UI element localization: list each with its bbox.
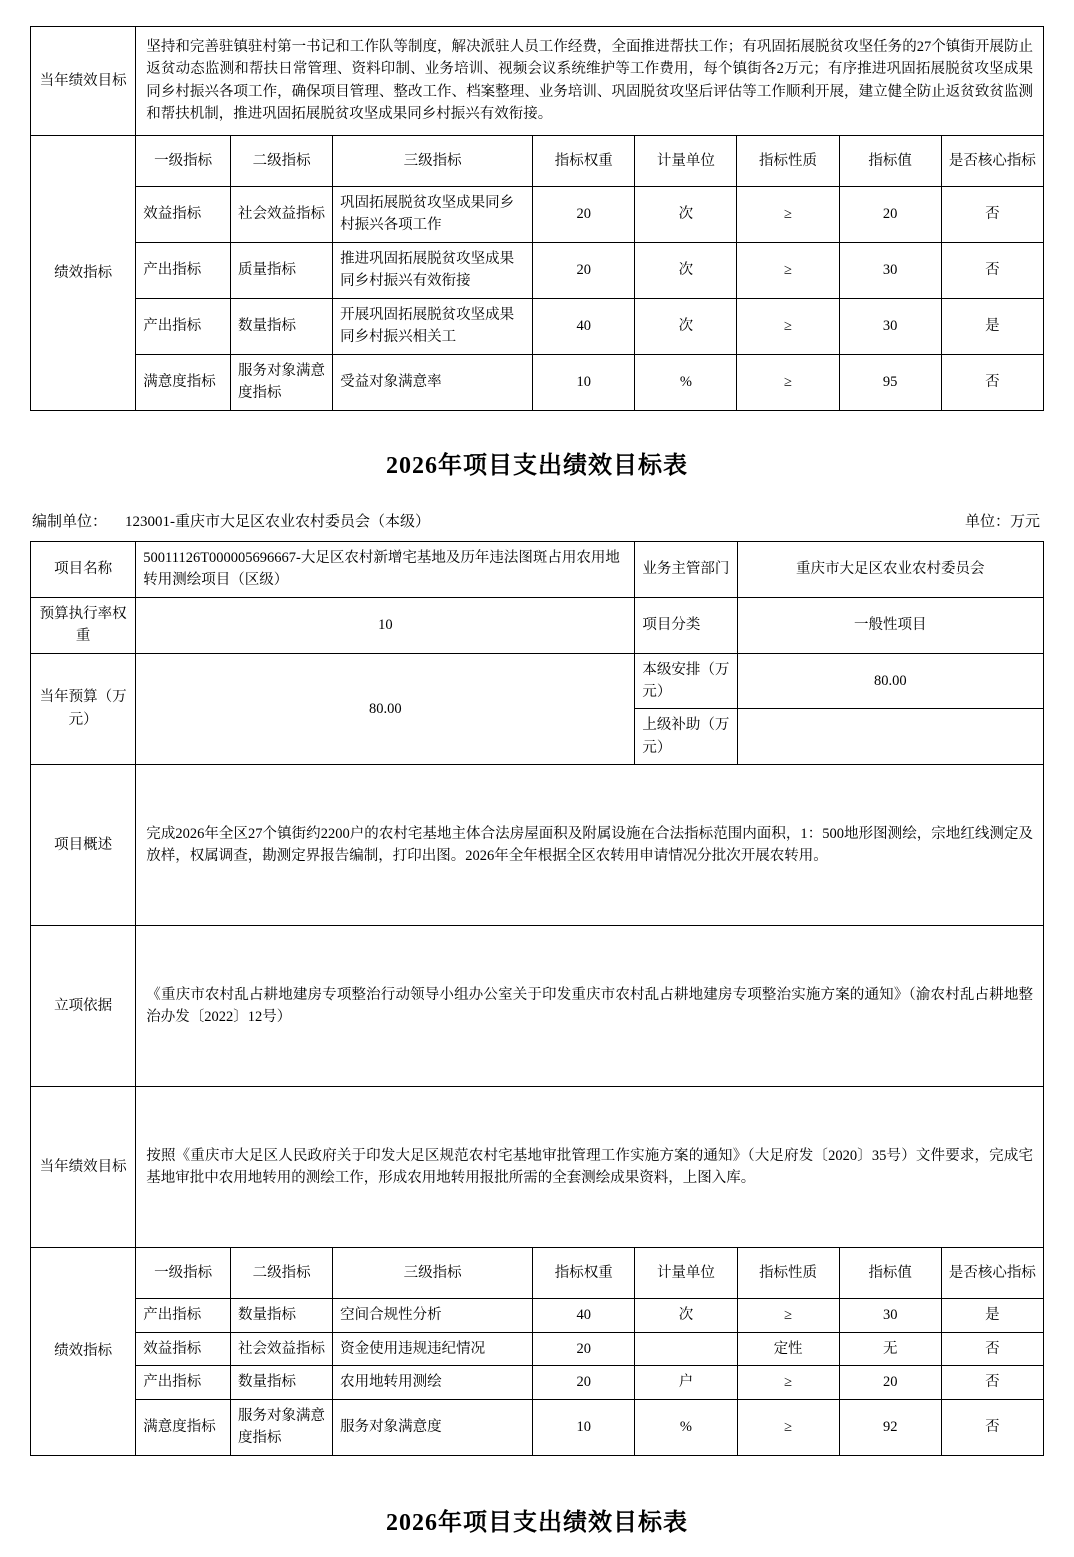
indicator-unit: 次 [635, 242, 737, 298]
indicator-nature: ≥ [737, 242, 839, 298]
indicator-value: 30 [839, 298, 941, 354]
exec-rate-value: 10 [136, 597, 635, 653]
indicator-unit: 次 [635, 186, 737, 242]
indicator-level1: 产出指标 [136, 1299, 231, 1332]
indicator-level3: 开展巩固拓展脱贫攻坚成果同乡村振兴相关工 [333, 298, 533, 354]
indicator-weight: 40 [533, 1299, 635, 1332]
indicator-level1: 效益指标 [136, 186, 231, 242]
budget-label: 当年预算（万元） [31, 653, 136, 765]
indicator-unit: 次 [635, 298, 737, 354]
exec-rate-label: 预算执行率权重 [31, 597, 136, 653]
page-title-third: 2026年项目支出绩效目标表 [386, 1509, 688, 1536]
table-row-budget [31, 653, 1044, 709]
indicator-core: 否 [941, 1332, 1043, 1365]
table-row [31, 242, 1044, 298]
indicator-level3: 受益对象满意率 [333, 354, 533, 410]
indicator-level2: 质量指标 [231, 242, 333, 298]
indicator-level1: 产出指标 [136, 1366, 231, 1399]
performance-table-second [30, 541, 1044, 1456]
indicator-level2: 服务对象满意度指标 [231, 354, 333, 410]
indicator-value: 30 [839, 242, 941, 298]
indicator-core: 否 [941, 354, 1043, 410]
indicator-level2: 数量指标 [231, 1366, 333, 1399]
indicator-value: 30 [839, 1299, 941, 1332]
annual-goal-label: 当年绩效目标 [31, 27, 136, 136]
table-row-basis [31, 926, 1044, 1087]
indicator-weight: 10 [533, 1399, 635, 1455]
annual-goal-text: 按照《重庆市大足区人民政府关于印发大足区规范农村宅基地审批管理工作实施方案的通知》（大足府发〔2020〕35号）文件要求，完成宅基地审批中农用地转用的测绘工作，形成农用地转用报批所需的全套测绘成果资料，上图入库。 [136, 1087, 1044, 1248]
indicator-level1: 产出指标 [136, 242, 231, 298]
category-label: 项目分类 [635, 597, 737, 653]
indicator-level3: 巩固拓展脱贫攻坚成果同乡村振兴各项工作 [333, 186, 533, 242]
indicator-value: 95 [839, 354, 941, 410]
indicator-weight: 20 [533, 1366, 635, 1399]
indicator-value: 92 [839, 1399, 941, 1455]
meta-row-second [32, 510, 1044, 531]
indicator-weight: 10 [533, 354, 635, 410]
authority-value: 重庆市大足区农业农村委员会 [737, 541, 1044, 597]
indicator-value: 20 [839, 1366, 941, 1399]
col-header-level3: 三级指标 [333, 1248, 533, 1299]
indicator-unit: 次 [635, 1299, 737, 1332]
indicator-nature: ≥ [737, 1399, 839, 1455]
col-header-level1: 一级指标 [136, 135, 231, 186]
table-row [31, 1399, 1044, 1455]
annual-goal-label: 当年绩效目标 [31, 1087, 136, 1248]
annual-goal-text: 坚持和完善驻镇驻村第一书记和工作队等制度，解决派驻人员工作经费，全面推进帮扶工作；有巩固拓展脱贫攻坚任务的27个镇街开展防止返贫动态监测和帮扶日常管理、资料印制、业务培训、视频会议系统维护等工作费用，每个镇街各2万元；有序推进巩固拓展脱贫攻坚成果同乡村振兴各项工作，确保项目管理、整改工作、档案整理、业务培训、巩固脱贫攻坚后评估等工作顺利开展，建立健全防止返贫致贫监测和帮扶机制，推进巩固拓展脱贫攻坚成果同乡村振兴有效衔接。 [136, 27, 1044, 136]
table-row-annual-goal [31, 1087, 1044, 1248]
indicator-level1: 效益指标 [136, 1332, 231, 1365]
col-header-level2: 二级指标 [231, 135, 333, 186]
table-row [31, 1299, 1044, 1332]
indicator-level2: 数量指标 [231, 298, 333, 354]
col-header-weight: 指标权重 [533, 135, 635, 186]
table-row [31, 354, 1044, 410]
indicator-unit: % [635, 354, 737, 410]
budget-value: 80.00 [136, 653, 635, 765]
indicator-level3: 服务对象满意度 [333, 1399, 533, 1455]
project-name-value: 50011126T000005696667-大足区农村新增宅基地及历年违法图斑占用农用地转用测绘项目（区级） [136, 541, 635, 597]
col-header-core: 是否核心指标 [941, 135, 1043, 186]
compiling-unit [32, 510, 430, 531]
col-header-unit: 计量单位 [635, 135, 737, 186]
col-header-level2: 二级指标 [231, 1248, 333, 1299]
performance-indicator-label: 绩效指标 [31, 135, 136, 410]
indicator-core: 否 [941, 186, 1043, 242]
upper-subsidy-label: 上级补助（万元） [635, 709, 737, 765]
indicator-level2: 数量指标 [231, 1299, 333, 1332]
indicator-weight: 20 [533, 186, 635, 242]
compiling-unit-label: 编制单位： [32, 513, 108, 530]
indicator-unit [635, 1332, 737, 1365]
indicator-header-row [31, 135, 1044, 186]
col-header-value: 指标值 [839, 1248, 941, 1299]
indicator-value: 20 [839, 186, 941, 242]
col-header-level1: 一级指标 [136, 1248, 231, 1299]
table-row-overview [31, 765, 1044, 926]
table-row [31, 1366, 1044, 1399]
col-header-nature: 指标性质 [737, 1248, 839, 1299]
indicator-level2: 服务对象满意度指标 [231, 1399, 333, 1455]
table-row-goal [31, 27, 1044, 136]
indicator-core: 否 [941, 242, 1043, 298]
indicator-nature: 定性 [737, 1332, 839, 1365]
category-value: 一般性项目 [737, 597, 1044, 653]
indicator-level1: 产出指标 [136, 298, 231, 354]
col-header-weight: 指标权重 [533, 1248, 635, 1299]
indicator-nature: ≥ [737, 298, 839, 354]
amount-unit-label: 单位：万元 [964, 513, 1040, 530]
indicator-unit: % [635, 1399, 737, 1455]
indicator-level3: 空间合规性分析 [333, 1299, 533, 1332]
indicator-core: 是 [941, 298, 1043, 354]
indicator-level2: 社会效益指标 [231, 186, 333, 242]
performance-indicator-label: 绩效指标 [31, 1248, 136, 1455]
indicator-core: 否 [941, 1366, 1043, 1399]
local-arrangement-value: 80.00 [737, 653, 1044, 709]
col-header-core: 是否核心指标 [941, 1248, 1043, 1299]
indicator-level1: 满意度指标 [136, 354, 231, 410]
compiling-unit-value: 123001-重庆市大足区农业农村委员会（本级） [125, 513, 431, 530]
overview-label: 项目概述 [31, 765, 136, 926]
indicator-weight: 20 [533, 242, 635, 298]
col-header-level3: 三级指标 [333, 135, 533, 186]
table-row-exec-rate [31, 597, 1044, 653]
indicator-header-row [31, 1248, 1044, 1299]
table-row [31, 298, 1044, 354]
indicator-nature: ≥ [737, 1299, 839, 1332]
indicator-core: 否 [941, 1399, 1043, 1455]
col-header-value: 指标值 [839, 135, 941, 186]
indicator-level3: 推进巩固拓展脱贫攻坚成果同乡村振兴有效衔接 [333, 242, 533, 298]
col-header-nature: 指标性质 [737, 135, 839, 186]
table-row [31, 1332, 1044, 1365]
local-arrangement-label: 本级安排（万元） [635, 653, 737, 709]
col-header-unit: 计量单位 [635, 1248, 737, 1299]
table-row-project-name [31, 541, 1044, 597]
indicator-value: 无 [839, 1332, 941, 1365]
indicator-level3: 资金使用违规违纪情况 [333, 1332, 533, 1365]
indicator-level2: 社会效益指标 [231, 1332, 333, 1365]
indicator-nature: ≥ [737, 186, 839, 242]
overview-text: 完成2026年全区27个镇街约2200户的农村宅基地主体合法房屋面积及附属设施在合法指标范围内面积，1：500地形图测绘，宗地红线测定及放样，权属调查，勘测定界报告编制，打印出图。2026年全年根据全区农转用申请情况分批次开展农转用。 [136, 765, 1044, 926]
indicator-level3: 农用地转用测绘 [333, 1366, 533, 1399]
authority-label: 业务主管部门 [635, 541, 737, 597]
basis-label: 立项依据 [31, 926, 136, 1087]
indicator-core: 是 [941, 1299, 1043, 1332]
indicator-nature: ≥ [737, 1366, 839, 1399]
table-row [31, 186, 1044, 242]
indicator-weight: 40 [533, 298, 635, 354]
upper-subsidy-value [737, 709, 1044, 765]
indicator-nature: ≥ [737, 354, 839, 410]
indicator-unit: 户 [635, 1366, 737, 1399]
page-title-second: 2026年项目支出绩效目标表 [386, 452, 688, 479]
basis-text: 《重庆市农村乱占耕地建房专项整治行动领导小组办公室关于印发重庆市农村乱占耕地建房专项整治实施方案的通知》（渝农村乱占耕地整治办发〔2022〕12号） [136, 926, 1044, 1087]
indicator-weight: 20 [533, 1332, 635, 1365]
project-name-label: 项目名称 [31, 541, 136, 597]
indicator-level1: 满意度指标 [136, 1399, 231, 1455]
performance-table-top [30, 26, 1044, 411]
